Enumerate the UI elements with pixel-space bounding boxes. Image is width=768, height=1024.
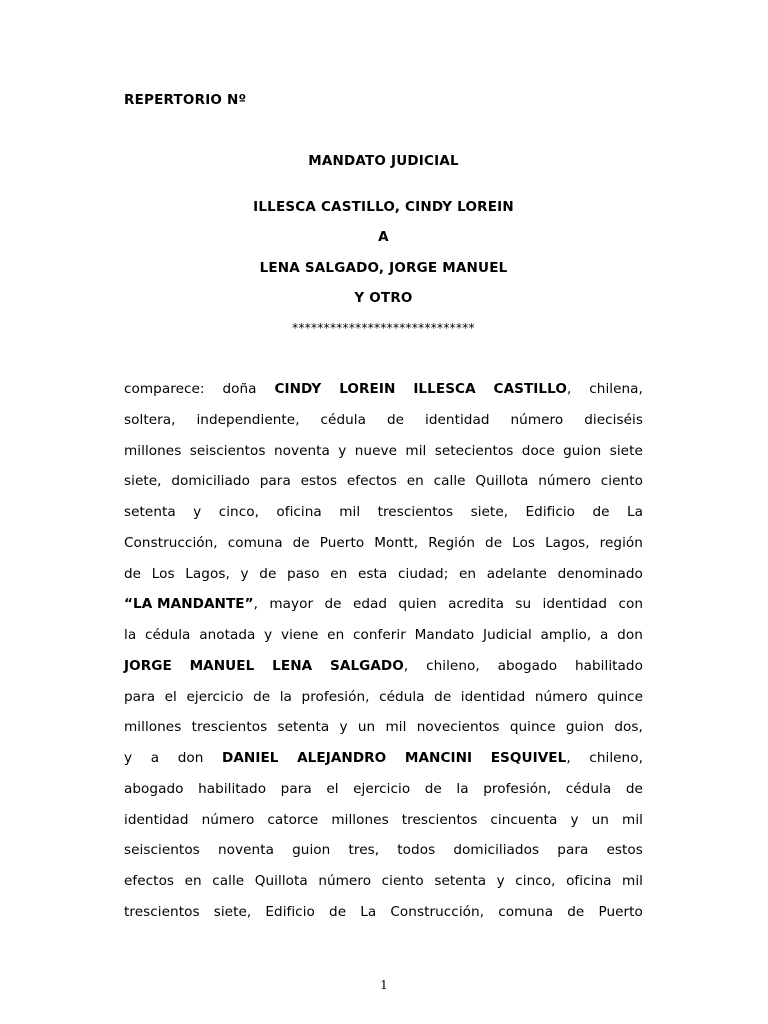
body-word: identidad bbox=[460, 688, 526, 705]
body-word: con bbox=[618, 596, 643, 613]
body-word: y bbox=[339, 719, 348, 736]
body-line bbox=[124, 405, 643, 436]
body-word: comuna bbox=[227, 534, 283, 551]
body-word: y bbox=[496, 873, 505, 889]
body-word: calle bbox=[212, 873, 245, 889]
body-line bbox=[124, 897, 643, 928]
body-word: La bbox=[626, 504, 643, 520]
body-word: su bbox=[515, 596, 532, 613]
body-word: efectos bbox=[346, 473, 397, 490]
body-word: seiscientos bbox=[124, 842, 200, 859]
body-line bbox=[124, 774, 643, 805]
body-word: ciento bbox=[381, 873, 424, 889]
bold-text: ALEJANDRO bbox=[297, 750, 387, 766]
body-word: región bbox=[599, 534, 643, 551]
body-word: para bbox=[124, 688, 156, 705]
body-word: paso bbox=[287, 565, 320, 582]
body-word: trescientos bbox=[377, 504, 454, 520]
body-word: de bbox=[567, 903, 585, 920]
body-paragraph bbox=[124, 374, 643, 928]
body-word: Edificio bbox=[525, 504, 576, 520]
body-word: y bbox=[570, 811, 579, 828]
body-word: en bbox=[184, 873, 202, 889]
body-word: noventa bbox=[273, 442, 330, 459]
body-word: de bbox=[625, 780, 643, 797]
body-word: identidad bbox=[542, 596, 608, 613]
page-number: 1 bbox=[380, 978, 388, 992]
body-word: La bbox=[360, 903, 377, 920]
body-word: cinco, bbox=[218, 504, 259, 520]
body-word: la bbox=[456, 780, 469, 797]
body-word: Quillota bbox=[475, 473, 529, 490]
body-word: edad bbox=[352, 596, 388, 613]
body-word: de bbox=[124, 565, 142, 582]
body-word: setenta bbox=[277, 719, 330, 736]
body-word: calle bbox=[433, 473, 466, 490]
body-word: trescientos bbox=[124, 903, 200, 920]
body-word: ejercicio bbox=[186, 688, 244, 705]
body-word: ciento bbox=[600, 473, 643, 490]
body-word: ciudad; bbox=[397, 565, 449, 582]
grantee-suffix: Y OTRO bbox=[354, 290, 413, 306]
body-word: tres, bbox=[348, 842, 380, 859]
bold-text: LENA bbox=[272, 657, 313, 674]
bold-text: ILLESCA bbox=[413, 381, 476, 397]
body-word: estos bbox=[300, 473, 338, 490]
body-word: acredita bbox=[448, 596, 505, 613]
body-word: de bbox=[485, 534, 503, 551]
body-word: un bbox=[591, 811, 609, 828]
body-line bbox=[124, 805, 643, 836]
bold-text: “LA MANDANTE”, bbox=[124, 596, 258, 613]
body-word: cédula bbox=[320, 411, 367, 428]
body-word: domiciliado bbox=[171, 473, 250, 490]
body-word: siete bbox=[609, 442, 643, 459]
connector-a: A bbox=[378, 229, 389, 245]
body-line bbox=[124, 835, 643, 866]
body-word: cédula bbox=[379, 688, 425, 705]
body-word: setenta bbox=[124, 504, 176, 520]
body-word: don bbox=[177, 750, 204, 766]
body-word: siete, bbox=[213, 903, 252, 920]
body-word: Lagos, bbox=[185, 565, 230, 582]
grantor-name: ILLESCA CASTILLO, CINDY LOREIN bbox=[253, 199, 514, 215]
body-word: y bbox=[264, 627, 273, 643]
body-word: número bbox=[534, 688, 588, 705]
body-word: millones bbox=[331, 811, 389, 828]
body-line bbox=[124, 559, 643, 590]
body-word: cédula bbox=[144, 627, 191, 643]
body-word: noventa bbox=[217, 842, 274, 859]
body-word: para bbox=[280, 780, 312, 797]
body-line bbox=[124, 651, 643, 682]
bold-text: JORGE bbox=[124, 657, 172, 674]
body-word: conferir bbox=[352, 627, 406, 643]
body-word: y bbox=[193, 504, 202, 520]
body-word: profesión, bbox=[301, 688, 370, 705]
body-word: domiciliados bbox=[453, 842, 540, 859]
body-word: Los bbox=[512, 534, 536, 551]
body-word: guion bbox=[565, 719, 605, 736]
body-word: identidad bbox=[124, 811, 189, 828]
body-word: en bbox=[459, 565, 477, 582]
bold-text: CASTILLO, bbox=[493, 381, 572, 397]
body-word: mil bbox=[385, 719, 407, 736]
bold-text: LOREIN bbox=[339, 381, 396, 397]
body-word: catorce bbox=[267, 811, 319, 828]
body-word: Los bbox=[151, 565, 175, 582]
body-word: nueve bbox=[354, 442, 398, 459]
body-word: siete, bbox=[124, 473, 162, 490]
body-word: anotada bbox=[199, 627, 256, 643]
body-word: trescientos bbox=[191, 719, 268, 736]
body-line bbox=[124, 528, 643, 559]
body-word: siete, bbox=[470, 504, 509, 520]
body-word: Construcción, bbox=[124, 534, 218, 551]
body-word: mil bbox=[405, 442, 427, 459]
body-word: número bbox=[510, 411, 564, 428]
body-word: esta bbox=[358, 565, 388, 582]
body-word: y bbox=[338, 442, 347, 459]
body-line bbox=[124, 497, 643, 528]
body-word: soltera, bbox=[124, 411, 176, 428]
body-word: cédula bbox=[565, 780, 612, 797]
body-line bbox=[124, 436, 643, 467]
body-word: trescientos bbox=[401, 811, 478, 828]
body-word: oficina bbox=[276, 504, 322, 520]
body-word: seiscientos bbox=[189, 442, 266, 459]
body-word: mil bbox=[622, 873, 643, 889]
body-word: ejercicio bbox=[353, 780, 411, 797]
body-word: habilitado bbox=[198, 780, 267, 797]
body-word: oficina bbox=[566, 873, 612, 889]
body-word: Construcción, bbox=[390, 903, 485, 920]
bold-text: MANCINI bbox=[404, 750, 473, 766]
body-word: chileno, bbox=[426, 657, 480, 674]
body-word: estos bbox=[606, 842, 643, 859]
body-word: comparece: bbox=[124, 381, 205, 397]
body-word: todos bbox=[397, 842, 436, 859]
body-word: en bbox=[330, 565, 348, 582]
body-word: comuna bbox=[498, 903, 554, 920]
body-word: dieciséis bbox=[584, 411, 643, 428]
body-line bbox=[124, 374, 643, 405]
document-title: MANDATO JUDICIAL bbox=[308, 153, 459, 169]
body-word: amplio, bbox=[540, 627, 592, 643]
body-word: Puerto bbox=[319, 534, 365, 551]
body-word: profesión, bbox=[483, 780, 552, 797]
body-word: Puerto bbox=[598, 903, 643, 920]
body-word: guion bbox=[292, 842, 331, 859]
grantee-name: LENA SALGADO, JORGE MANUEL bbox=[259, 260, 508, 276]
body-word: cincuenta bbox=[490, 811, 558, 828]
body-word: Región bbox=[428, 534, 476, 551]
body-word: para bbox=[259, 473, 291, 490]
body-word: de bbox=[434, 688, 452, 705]
body-word: para bbox=[557, 842, 589, 859]
body-word: Lagos, bbox=[545, 534, 590, 551]
body-line bbox=[124, 620, 643, 651]
body-word: habilitado bbox=[574, 657, 643, 674]
body-word: de bbox=[292, 534, 310, 551]
body-word: viene bbox=[281, 627, 319, 643]
body-word: Quillota bbox=[254, 873, 308, 889]
bold-text: SALGADO, bbox=[330, 657, 409, 674]
body-word: mayor bbox=[269, 596, 314, 613]
body-word: y bbox=[124, 750, 133, 766]
bold-text: MANUEL bbox=[189, 657, 255, 674]
body-line bbox=[124, 866, 643, 897]
body-word: Mandato bbox=[414, 627, 475, 643]
body-word: setenta bbox=[434, 873, 487, 889]
body-word: quince bbox=[597, 688, 643, 705]
body-line bbox=[124, 466, 643, 497]
bold-text: ESQUIVEL, bbox=[490, 750, 571, 766]
body-word: un bbox=[357, 719, 376, 736]
body-word: de bbox=[386, 411, 405, 428]
body-word: a bbox=[600, 627, 609, 643]
body-word: Edificio bbox=[265, 903, 315, 920]
body-word: efectos bbox=[124, 873, 175, 889]
body-word: chileno, bbox=[589, 750, 643, 766]
body-word: independiente, bbox=[196, 411, 300, 428]
body-word: setecientos bbox=[434, 442, 514, 459]
body-word: mil bbox=[339, 504, 361, 520]
body-word: quince bbox=[509, 719, 556, 736]
body-word: de bbox=[259, 565, 277, 582]
body-word: número bbox=[318, 873, 372, 889]
body-word: el bbox=[326, 780, 339, 797]
body-word: abogado bbox=[497, 657, 558, 674]
body-word: identidad bbox=[425, 411, 490, 428]
body-word: dos, bbox=[614, 719, 643, 736]
body-word: doce bbox=[521, 442, 555, 459]
body-word: novecientos bbox=[416, 719, 500, 736]
body-word: quien bbox=[398, 596, 437, 613]
body-word: de bbox=[424, 780, 442, 797]
body-word: en bbox=[327, 627, 345, 643]
body-word: número bbox=[538, 473, 591, 490]
body-word: adelante bbox=[486, 565, 547, 582]
body-word: la bbox=[279, 688, 292, 705]
repertorio-heading: REPERTORIO Nº bbox=[124, 92, 247, 108]
body-line bbox=[124, 712, 643, 743]
body-word: mil bbox=[622, 811, 643, 828]
body-word: de bbox=[592, 504, 610, 520]
body-line bbox=[124, 743, 643, 774]
body-word: millones bbox=[124, 442, 182, 459]
body-word: de bbox=[324, 596, 342, 613]
body-line bbox=[124, 682, 643, 713]
body-word: en bbox=[406, 473, 424, 490]
body-word: abogado bbox=[124, 780, 184, 797]
body-word: cinco, bbox=[515, 873, 556, 889]
body-word: Judicial bbox=[483, 627, 532, 643]
body-word: la bbox=[124, 627, 137, 643]
body-word: y bbox=[240, 565, 249, 582]
body-word: doña bbox=[222, 381, 257, 397]
body-word: guion bbox=[563, 442, 602, 459]
body-word: a bbox=[150, 750, 160, 766]
bold-text: CINDY bbox=[274, 381, 322, 397]
body-word: don bbox=[617, 627, 643, 643]
body-word: Montt, bbox=[374, 534, 419, 551]
body-word: chilena, bbox=[589, 381, 643, 397]
body-word: el bbox=[164, 688, 177, 705]
bold-text: DANIEL bbox=[222, 750, 279, 766]
body-word: millones bbox=[124, 719, 182, 736]
body-word: número bbox=[201, 811, 255, 828]
body-word: de bbox=[329, 903, 347, 920]
body-word: de bbox=[253, 688, 271, 705]
body-line bbox=[124, 589, 643, 620]
body-word: denominado bbox=[557, 565, 643, 582]
separator-stars: ***************************** bbox=[292, 321, 475, 335]
